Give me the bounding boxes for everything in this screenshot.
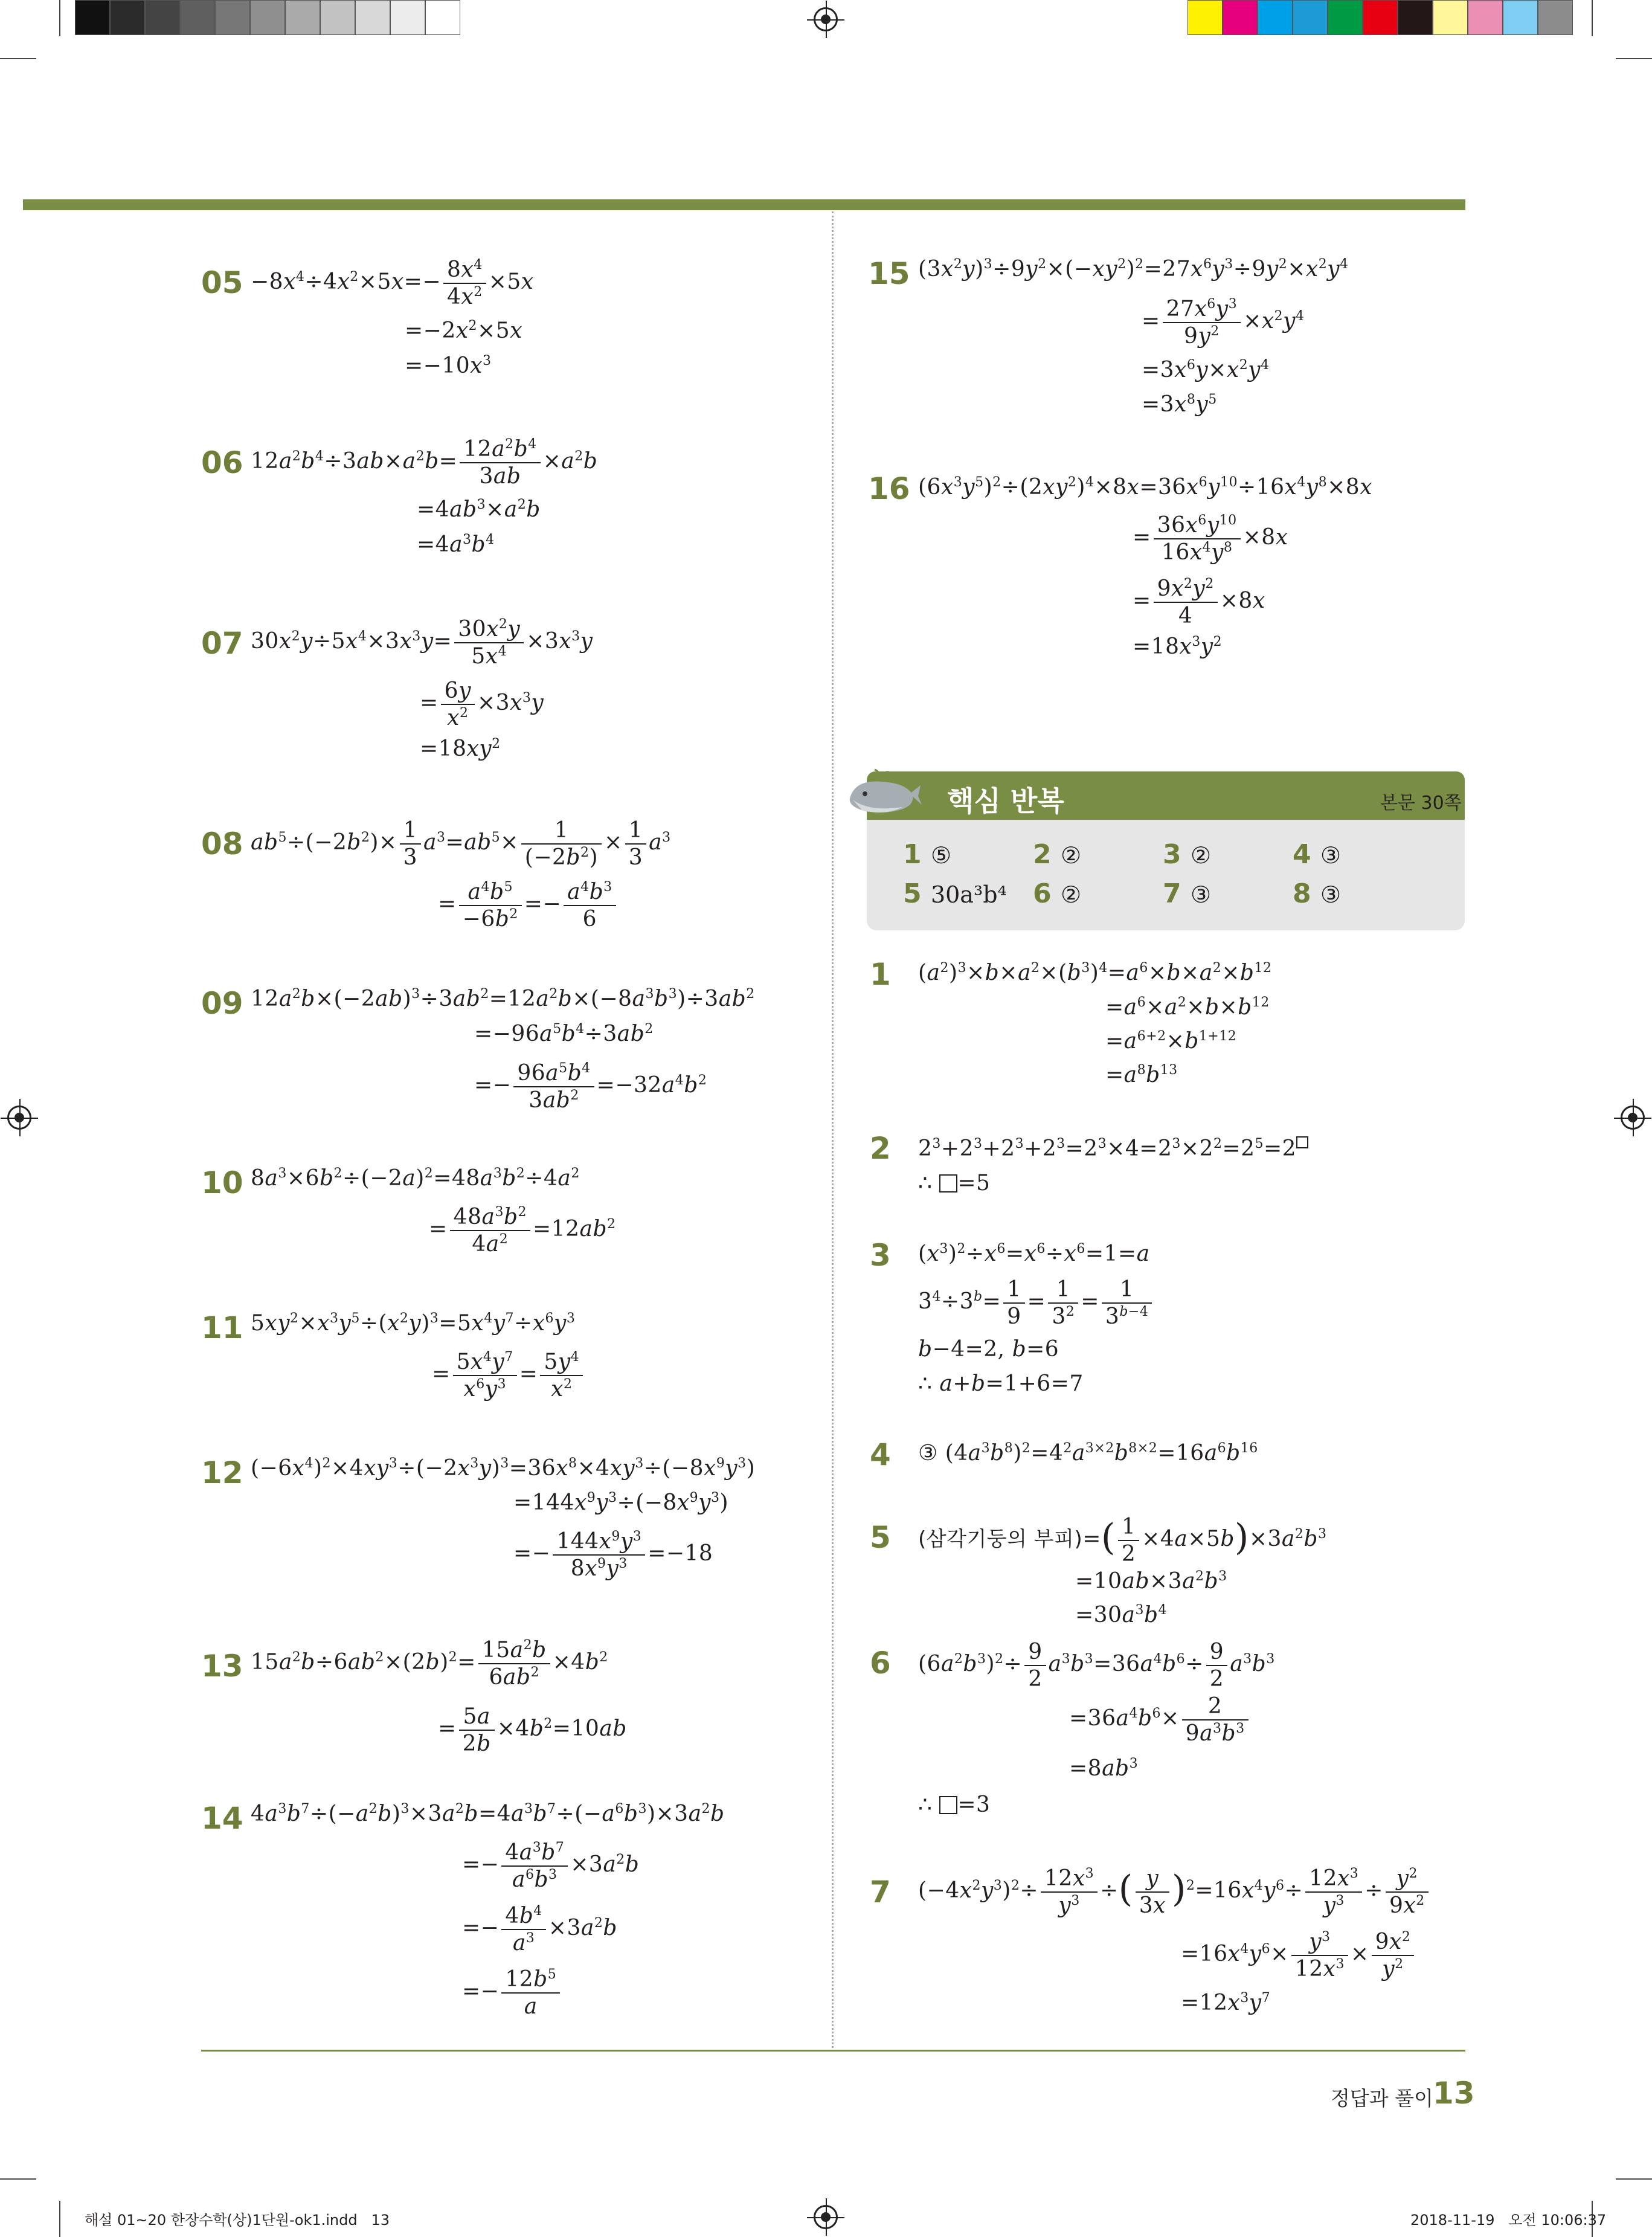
registration-mark-top	[814, 7, 838, 31]
equation: $30x^2y\div 5x^4\times 3x^3y=$ $\frac{30x^2y}{5x^4}$ $\times 3x^3y$	[251, 617, 593, 669]
equation: $=18x^3y^2$	[1133, 634, 1223, 659]
equation: $=-96a^5b^4\div 3ab^2$	[474, 1022, 654, 1046]
equation: =− $\frac{4b^4}{a^3}$ $\times 3a^2b$	[462, 1904, 617, 1956]
equation: $(a^2)^3\times b\times a^2\times(b^3)^4=a^6\times b\times a^2\times b^{12}$	[918, 961, 1272, 985]
registration-mark-right	[1621, 1106, 1645, 1130]
equation: $(6a^2b^3)^2\div$ $\frac{9}{2}$ $a^3b^3=36a^4b^6\div$ $\frac{9}{2}$ $a^3b^3$	[918, 1640, 1275, 1692]
solution-number: 1	[870, 957, 891, 992]
equation: $(x^3)^2\div x^6=x^6\div x^6=1=a$	[918, 1241, 1150, 1266]
equation: ∴ a+b=1+6=7	[918, 1371, 1084, 1396]
equation: = $\frac{48a^3b^2}{4a^2}$ $=12ab^2$	[429, 1205, 616, 1257]
equation: $=18xy^2$	[420, 736, 501, 761]
answer-item: 4 ③	[1293, 839, 1342, 870]
answer-item: 2 ②	[1033, 839, 1082, 870]
equation: $-8x^4\div 4x^2\times 5x=-$ $\frac{8x^4}{4x^2}$ ×5x	[251, 257, 534, 310]
file-slug: 해설 01~20 한장수학(상)1단원-ok1.indd 13	[85, 2212, 390, 2229]
equation: $ab^5\div(-2b^2)\times$ $\frac{1}{3}$ $a^3=ab^5\times$ $\frac{1}{(-2b^2)}$ × $\frac{1}{3}$ $a^3$	[251, 818, 671, 871]
equation: $=a^6\times a^2\times b\times b^{12}$	[1105, 995, 1270, 1020]
equation: $(3x^2y)^3\div 9y^2\times(-xy^2)^2=27x^6y^3\div 9y^2\times x^2y^4$	[918, 257, 1349, 282]
equation: = $\frac{a^4b^5}{-6b^2}$ =− $\frac{a^4b^3}{6}$	[438, 879, 619, 932]
answer-item: 6 ②	[1033, 878, 1082, 909]
equation: $(-4x^2y^3)^2\div$ $\frac{12x^3}{y^3}$ ÷( $\frac{y}{3x}$ )$^2=16x^4y^6\div$ $\frac{12x^3}{y^3}$ ÷ $\frac{y^2}{9x^2}$	[918, 1865, 1431, 1919]
equation: =− $\frac{4a^3b^7}{a^6b^3}$ $\times 3a^2b$	[462, 1840, 640, 1893]
equation: $=16x^4y^6\times$ $\frac{y^3}{12x^3}$ × $\frac{9x^2}{y^2}$	[1181, 1929, 1416, 1982]
footer-section-label: 정답과 풀이	[1331, 2087, 1433, 2110]
whale-icon	[844, 767, 923, 822]
equation: ∴ =5	[918, 1171, 991, 1196]
equation: = $\frac{27x^6y^3}{9y^2}$ $\times x^2y^4$	[1142, 297, 1305, 349]
problem-number: 05	[201, 265, 243, 300]
problem-number: 16	[868, 471, 910, 506]
problem-number: 07	[201, 626, 243, 661]
registration-mark-left	[7, 1106, 31, 1130]
answer-item: 7 ③	[1163, 878, 1212, 909]
equation: $=144x^9y^3\div(-8x^9y^3)$	[513, 1490, 729, 1515]
problem-number: 12	[201, 1455, 243, 1490]
equation: $=-2x^2\times 5x$	[405, 318, 522, 343]
equation: $(6x^3y^5)^2\div(2xy^2)^4\times 8x=36x^6y^{10}\div 16x^4y^8\times 8x$	[918, 475, 1373, 500]
problem-number: 13	[201, 1649, 243, 1684]
equation: ③ $(4a^3b^8)^2=4^2a^{3\times 2}b^{8\times 2}=16a^6b^{16}$	[918, 1441, 1258, 1466]
problem-number: 08	[201, 826, 243, 861]
equation: $=3x^8y^5$	[1142, 392, 1217, 417]
equation: = $\frac{5a}{2b}$ $\times 4b^2=10ab$	[438, 1704, 627, 1757]
equation: = $\frac{36x^6y^{10}}{16x^4y^8}$ ×8x	[1133, 513, 1288, 565]
equation: b−4=2, b=6	[918, 1337, 1059, 1362]
equation: =− $\frac{96a^5b^4}{3ab^2}$ $=-32a^4b^2$	[474, 1061, 707, 1113]
problem-number: 11	[201, 1310, 243, 1345]
answer-item: 1 ⑤	[903, 839, 952, 870]
equation: $=36a^4b^6\times$ $\frac{2}{9a^3b^3}$	[1069, 1693, 1251, 1746]
section-title: 핵심 반복	[947, 785, 1064, 817]
solution-number: 5	[870, 1520, 891, 1555]
problem-number: 14	[201, 1801, 243, 1836]
solution-number: 2	[870, 1131, 891, 1166]
equation: $=30a^3b^4$	[1075, 1603, 1167, 1627]
answer-item: 5 30a³b⁴	[903, 878, 1007, 909]
equation: $(-6x^4)^2\times 4xy^3\div(-2x^3y)^3=36x^8\times 4xy^3\div(-8x^9y^3)$	[251, 1456, 756, 1481]
problem-number: 10	[201, 1165, 243, 1200]
equation: ∴ =3	[918, 1792, 991, 1817]
equation: $12a^2b\times(-2ab)^3\div 3ab^2=12a^2b\times(-8a^3b^3)\div 3ab^2$	[251, 987, 755, 1011]
page-number: 13	[1433, 2076, 1475, 2111]
problem-number: 06	[201, 445, 243, 480]
equation: $=a^{6+2}\times b^{1+12}$	[1105, 1029, 1237, 1054]
equation: $=a^8b^{13}$	[1105, 1063, 1178, 1087]
header-bar	[23, 199, 1465, 210]
equation: $=3x^6y\times x^2y^4$	[1142, 358, 1270, 382]
footer-rule	[201, 2050, 1465, 2052]
equation: $8a^3\times 6b^2\div(-2a)^2=48a^3b^2\div 4a^2$	[251, 1166, 580, 1191]
equation: $12a^2b^4\div 3ab\times a^2b=$ $\frac{12a^2b^4}{3ab}$ $\times a^2b$	[251, 437, 598, 489]
equation: $=4ab^3\times a^2b$	[417, 497, 541, 522]
solution-number: 3	[870, 1238, 891, 1273]
solution-number: 6	[870, 1646, 891, 1681]
solution-number: 4	[870, 1437, 891, 1472]
problem-number: 15	[868, 256, 910, 291]
equation: = $\frac{9x^2y^2}{4}$ ×8x	[1133, 576, 1265, 629]
equation: (삼각기둥의 부피)=( $\frac{1}{2}$ $\times 4a\times 5b)\times 3a^2b^3$	[918, 1514, 1327, 1567]
answer-item: 3 ②	[1163, 839, 1212, 870]
solution-number: 7	[870, 1875, 891, 1910]
equation: $=8ab^3$	[1069, 1756, 1139, 1781]
column-divider	[832, 211, 834, 2048]
equation: $=12x^3y^7$	[1181, 1991, 1271, 2015]
answer-item: 8 ③	[1293, 878, 1342, 909]
problem-number: 09	[201, 986, 243, 1021]
equation: $5xy^2\times x^3y^5\div(x^2y)^3=5x^4y^7\div x^6y^3$	[251, 1311, 576, 1336]
equation: $4a^3b^7\div(-a^2b)^3\times 3a^2b=4a^3b^7\div(-a^6b^3)\times 3a^2b$	[251, 1801, 725, 1826]
page-reference: 본문 30쪽	[1380, 793, 1462, 814]
registration-mark-bottom	[814, 2205, 838, 2229]
print-timestamp: 2018-11-19 오전 10:06:37	[1410, 2212, 1607, 2229]
equation: = $\frac{5x^4y^7}{x^6y^3}$ = $\frac{5y^4}{x^2}$	[432, 1349, 585, 1402]
equation: = $\frac{6y}{x^2}$ $\times 3x^3y$	[420, 678, 544, 731]
equation: $2^3+2^3+2^3+2^3=2^3\times 4=2^3\times 2^2=2^5=2$	[918, 1136, 1308, 1160]
equation: =− $\frac{12b^5}{a}$	[462, 1966, 562, 2020]
equation: $15a^2b\div 6ab^2\times(2b)^2=$ $\frac{15a^2b}{6ab^2}$ $\times 4b^2$	[251, 1638, 608, 1690]
equation: $=10ab\times 3a^2b^3$	[1075, 1569, 1227, 1594]
equation: $=4a^3b^4$	[417, 532, 495, 557]
equation: =− $\frac{144x^9y^3}{8x^9y^3}$ =−18	[513, 1529, 713, 1582]
equation: $3^4\div 3^b=$ $\frac{1}{9}$ = $\frac{1}{3^2}$ = $\frac{1}{3^{b-4}}$	[918, 1276, 1154, 1330]
equation: $=-10x^3$	[405, 353, 492, 378]
